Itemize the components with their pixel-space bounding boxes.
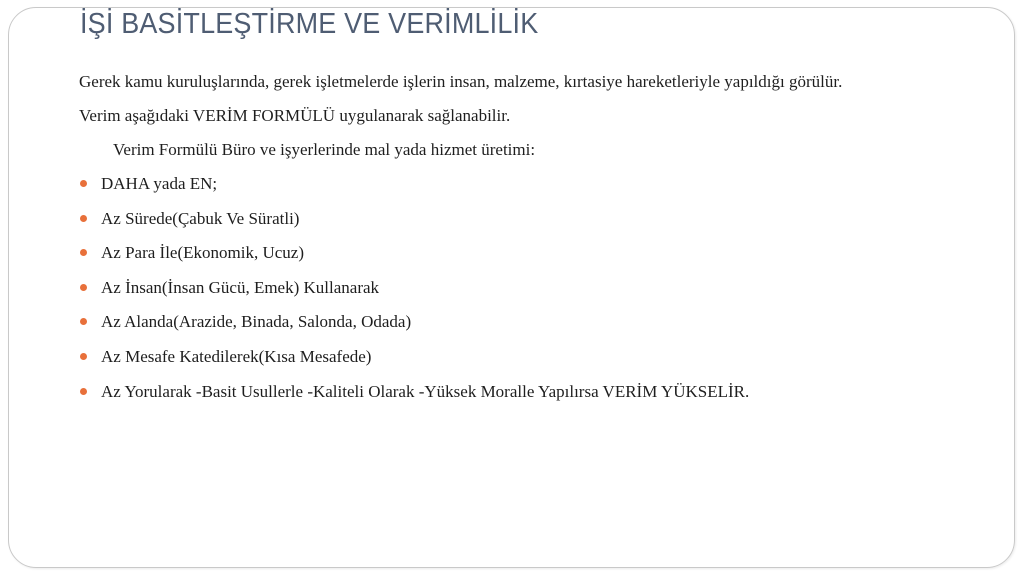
bullet-item bbox=[79, 378, 959, 413]
bullet-dot-icon bbox=[80, 215, 87, 222]
bullet-item bbox=[79, 308, 959, 343]
intro-paragraph: Gerek kamu kuruluşlarında, gerek işletmelerde işlerin insan, malzeme, kırtasiye hareketleriyle yapıldığı görülür. bbox=[79, 72, 843, 91]
bullet-text: Az Alanda(Arazide, Binada, Salonda, Odada) bbox=[101, 312, 412, 332]
formula-detail-paragraph: Verim Formülü Büro ve işyerlerinde mal yada hizmet üretimi: bbox=[113, 140, 536, 159]
bullet-item bbox=[79, 239, 959, 274]
bullet-text: Az İnsan(İnsan Gücü, Emek) Kullanarak bbox=[101, 277, 380, 297]
bullet-text: DAHA yada EN; bbox=[101, 174, 218, 193]
bullet-dot-icon bbox=[80, 388, 87, 395]
formula-paragraph: Verim aşağıdaki VERİM FORMÜLÜ uygulanarak sağlanabilir. bbox=[79, 106, 511, 125]
bullet-list bbox=[79, 170, 959, 412]
bullet-dot-icon bbox=[80, 318, 87, 325]
bullet-dot-icon bbox=[80, 353, 87, 360]
bullet-item bbox=[79, 170, 959, 205]
bullet-item bbox=[79, 274, 959, 309]
bullet-dot-icon bbox=[80, 249, 87, 256]
slide-title: İŞİ BASİTLEŞTİRME VE VERİMLİLİK bbox=[80, 8, 539, 40]
bullet-text: Az Mesafe Katedilerek(Kısa Mesafede) bbox=[101, 346, 372, 366]
bullet-item bbox=[79, 205, 959, 240]
bullet-item bbox=[79, 343, 959, 378]
slide-body bbox=[79, 68, 959, 412]
bullet-text: Az Para İle(Ekonomik, Ucuz) bbox=[101, 243, 304, 263]
bullet-dot-icon bbox=[80, 284, 87, 291]
bullet-text: Az Sürede(Çabuk Ve Süratli) bbox=[101, 208, 300, 228]
bullet-text: Az Yorularak -Basit Usullerle -Kaliteli Olarak -Yüksek Moralle Yapılırsa VERİM YÜKSELİR. bbox=[101, 381, 750, 401]
bullet-dot-icon bbox=[80, 180, 87, 187]
